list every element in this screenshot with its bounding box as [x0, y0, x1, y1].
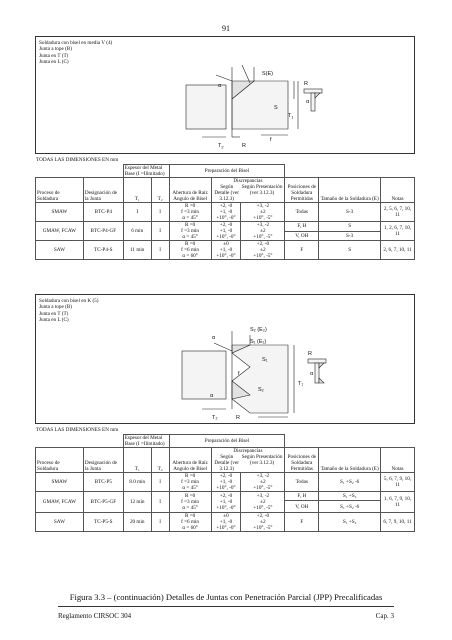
- cell-process: GMAW, FCAW: [36, 222, 84, 241]
- header-t1: T₁: [123, 178, 151, 203]
- cell-process: SMAW: [36, 203, 84, 222]
- cell-notes: 1, 2, 6, 7, 10, 11: [381, 222, 415, 241]
- cell-root: R =0 f =6 min α = 60°: [169, 513, 211, 532]
- header-tolerances: [211, 448, 285, 473]
- header-designation: Designación de la Junta: [83, 178, 123, 203]
- cell-t1: 11 min: [123, 241, 151, 260]
- header-tolerances-label: Discrepancias: [233, 448, 263, 454]
- k-joint-drawing: [36, 295, 416, 425]
- cell-t1: 12 min: [123, 492, 151, 513]
- label-s2-e2: S₂ (E₂): [250, 327, 267, 333]
- joint-table-half-v: [35, 164, 415, 260]
- header-tolerances: [211, 178, 285, 203]
- cell-designation: TC-P5-S: [83, 513, 123, 532]
- cell-detail: ±0 +1, -0 +10°, -0°: [211, 513, 241, 532]
- header-as-presented: Según Presentación (ver 3.12.3): [241, 454, 283, 466]
- header-positions: Posiciones de Soldadura Permitidas: [285, 178, 319, 203]
- cell-notes: 5, 6, 7, 9, 10, 11: [381, 473, 415, 492]
- header-weld-size: Tamaño de la Soldadura (E): [319, 178, 381, 203]
- cell-detail: ±0 +1, -0 +10°, -0°: [211, 241, 241, 260]
- joint-table-k: [35, 434, 415, 532]
- cell-designation: BTC-P4: [83, 203, 123, 222]
- cell-process: SMAW: [36, 473, 84, 492]
- header-notes: Notas: [381, 178, 415, 203]
- cell-positions: F: [285, 513, 319, 532]
- cell-t2: I: [151, 222, 169, 241]
- table-row: [36, 492, 415, 501]
- cell-detail: +2, -0 +1, -0 +10°, -0°: [211, 203, 241, 222]
- cell-present: +3, -2 ±2 +10°, -5°: [241, 492, 285, 513]
- cell-size: S₁ +S₂: [319, 492, 381, 501]
- cell-process: SAW: [36, 241, 84, 260]
- cell-present: +2, -0 ±2 +10°, -5°: [241, 241, 285, 260]
- cell-process: GMAW, FCAW: [36, 492, 84, 513]
- joint-detail-half-v: [35, 36, 415, 154]
- cell-detail: +2, -0 +1, -0 +10°, -0°: [211, 492, 241, 513]
- legend-line: Junta en T (T): [39, 310, 69, 317]
- legend-line: Junta a tope (B): [39, 46, 72, 53]
- dimensions-label: TODAS LAS DIMENSIONES EN mm: [36, 157, 119, 163]
- half-v-joint-drawing: [36, 37, 416, 155]
- footer-right: Cap. 3: [375, 612, 394, 620]
- cell-size: S₁ +S₂ -6: [319, 473, 381, 492]
- cell-present: +2, -0 ±2 +10°, -5°: [241, 513, 285, 532]
- header-notes: Notas: [381, 448, 415, 473]
- label-t1: T₁: [298, 381, 304, 387]
- legend-line: Soldadura con bisel en K (5): [39, 298, 99, 304]
- cell-designation: BTC-P4-GF: [83, 222, 123, 241]
- table-row: [36, 513, 415, 532]
- cell-present: +3, -2 ±2 +10°, -5°: [241, 473, 285, 492]
- cell-size: S₁ +S₂ -6: [319, 501, 381, 513]
- label-alpha-right: α: [306, 99, 310, 105]
- cell-designation: BTC-P5: [83, 473, 123, 492]
- cell-size: S-3: [319, 231, 381, 241]
- divider: [58, 606, 394, 607]
- header-thickness: Espesor del Metal Base (I =Ilimitado): [123, 435, 169, 448]
- cell-t2: I: [151, 203, 169, 222]
- cell-present: +3, -2 ±2 +10°, -5°: [241, 222, 285, 241]
- header-thickness: Espesor del Metal Base (I =Ilimitado): [123, 165, 169, 178]
- label-t2: T₂: [212, 415, 218, 421]
- figure-caption: Figura 3.3 – (continuación) Detalles de Juntas con Penetración Parcial (JPP) Precalificadas: [69, 592, 383, 602]
- legend-line: Junta en L (C): [39, 316, 69, 323]
- cell-root: R =0 f =6 min α = 60°: [169, 241, 211, 260]
- cell-detail: +2, -0 +1, -0 +10°, -0°: [211, 473, 241, 492]
- cell-t2: I: [151, 513, 169, 532]
- header-preparation: Preparación del Bisel: [169, 165, 285, 178]
- cell-positions: V, OH: [285, 501, 319, 513]
- header-designation: Designación de la Junta: [83, 448, 123, 473]
- header-weld-size: Tamaño de la Soldadura (E): [319, 448, 381, 473]
- cell-positions: F, H: [285, 492, 319, 501]
- label-s2: S₂: [258, 387, 264, 393]
- legend-line: Soldadura con bisel en media V (4): [39, 40, 113, 46]
- cell-t1: 8.0 min: [123, 473, 151, 492]
- dimensions-label: TODAS LAS DIMENSIONES EN mm: [36, 427, 119, 433]
- header-t1: T₁: [123, 448, 151, 473]
- header-as-presented: Según Presentación (ver 3.12.3): [241, 184, 283, 196]
- label-s: S: [274, 105, 278, 111]
- cell-notes: 2, 5, 6, 7, 10, 11: [381, 203, 415, 222]
- cell-root: R =0 f =3 min α = 45°: [169, 473, 211, 492]
- header-t2: T₂: [151, 448, 169, 473]
- label-alpha-top: α: [212, 335, 216, 341]
- cell-notes: 6, 7, 9, 10, 11: [381, 513, 415, 532]
- cell-t1: 6 min: [123, 222, 151, 241]
- cell-size: S₁ +S₂: [319, 513, 381, 532]
- label-r: R: [304, 81, 308, 87]
- page-number: 91: [222, 24, 230, 33]
- cell-positions: Todas: [285, 203, 319, 222]
- header-as-detailed: Según Detalle (ver 3.12.3): [214, 184, 239, 202]
- cell-t1: 20 min: [123, 513, 151, 532]
- cell-t2: I: [151, 473, 169, 492]
- table-row: [36, 203, 415, 222]
- label-s1-e1: S₁ (E₁): [250, 339, 267, 345]
- header-positions: Posiciones de Soldadura Permitidas: [285, 448, 319, 473]
- label-alpha-right: α: [310, 371, 314, 377]
- header-as-detailed: Según Detalle (ver 3.12.3): [214, 454, 239, 472]
- label-f: f: [270, 137, 272, 143]
- cell-size: S-3: [319, 203, 381, 222]
- cell-t2: I: [151, 241, 169, 260]
- cell-positions: F, H: [285, 222, 319, 232]
- header-tolerances-label: Discrepancias: [233, 178, 263, 184]
- label-s1: S₁: [262, 357, 268, 363]
- label-alpha-bottom: α: [210, 393, 214, 399]
- legend-line: Junta en L (C): [39, 58, 69, 65]
- cell-designation: BTC-P5-GF: [83, 492, 123, 513]
- label-alpha: α: [218, 83, 222, 89]
- cell-detail: +2, -0 +1, -0 +10°, -0°: [211, 222, 241, 241]
- cell-notes: 2, 6, 7, 10, 11: [381, 241, 415, 260]
- cell-root: R =0 f =3 min α = 45°: [169, 492, 211, 513]
- legend-line: Junta en T (T): [39, 52, 69, 59]
- cell-process: SAW: [36, 513, 84, 532]
- cell-positions: F: [285, 241, 319, 260]
- footer-left: Reglamento CIRSOC 304: [58, 612, 132, 620]
- page-footer: [58, 612, 394, 620]
- label-f: f: [238, 371, 240, 377]
- cell-t2: I: [151, 492, 169, 513]
- cell-size: S: [319, 241, 381, 260]
- table-row: [36, 222, 415, 232]
- header-process: Proceso de Soldadura: [36, 448, 84, 473]
- header-preparation: Preparación del Bisel: [169, 435, 285, 448]
- label-t2: $T_2$: [218, 143, 224, 150]
- table-row: [36, 241, 415, 260]
- header-process: Proceso de Soldadura: [36, 178, 84, 203]
- header-root: Abertura de Raíz Angulo de Bisel: [169, 448, 211, 473]
- table-row: [36, 473, 415, 492]
- cell-notes: 1, 6, 7, 9, 10, 11: [381, 492, 415, 513]
- header-root: Abertura de Raíz Angulo de Bisel: [169, 178, 211, 203]
- cell-positions: Todas: [285, 473, 319, 492]
- label-r-bottom: R: [236, 415, 240, 421]
- label-r-top: R: [308, 351, 312, 357]
- cell-root: R =0 f =3 min α = 45°: [169, 203, 211, 222]
- label-r-bottom: R: [242, 143, 246, 149]
- cell-present: +3, -2 ±2 +10°, -5°: [241, 203, 285, 222]
- header-t2: T₂: [151, 178, 169, 203]
- cell-t1: I: [123, 203, 151, 222]
- cell-designation: TC-P4-S: [83, 241, 123, 260]
- legend-line: Junta a tope (B): [39, 304, 72, 311]
- label-s-e: S(E): [262, 71, 273, 77]
- label-t1: $T_1$: [288, 113, 294, 120]
- joint-detail-k: [35, 294, 415, 424]
- cell-root: R =0 f =3 min α = 45°: [169, 222, 211, 241]
- cell-positions: V, OH: [285, 231, 319, 241]
- cell-size: S: [319, 222, 381, 232]
